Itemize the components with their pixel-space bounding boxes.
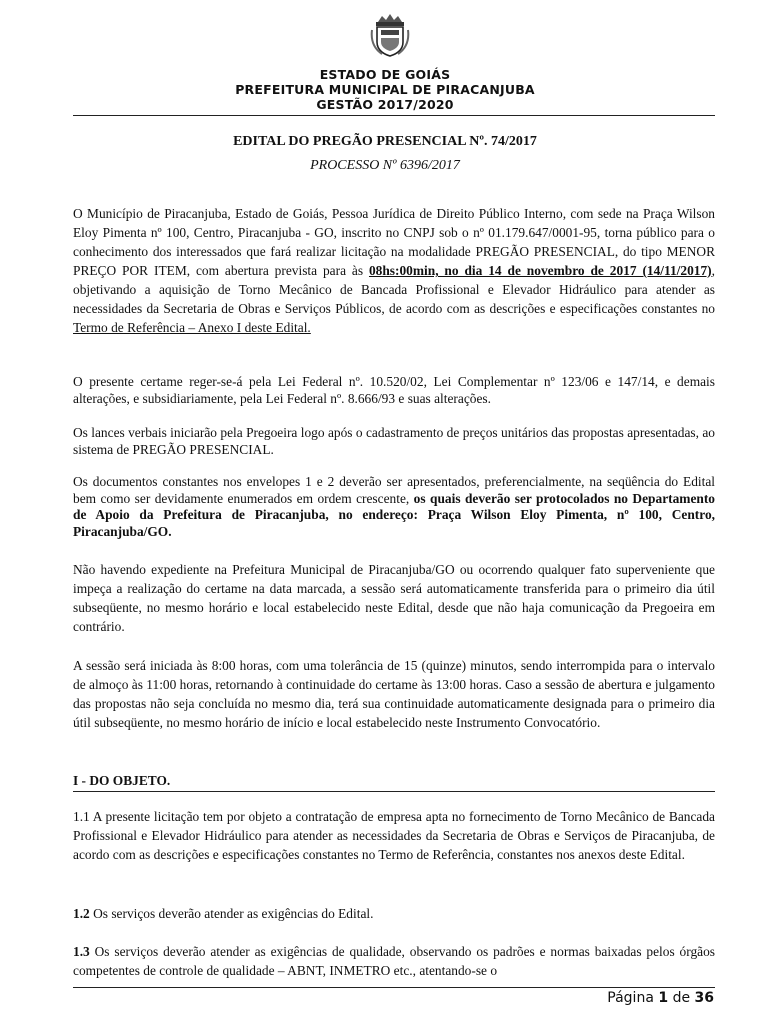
session-paragraph: A sessão será iniciada às 8:00 horas, com uma tolerância de 15 (quinze) minutos, sendo interrompida para o intervalo de almoço às 11:00 horas, retornando à continuidade do certame às 13:00 horas. Caso a sessão de abertura e julgamento das propostas não seja concluída no mesmo dia, terá sua continuidade automaticamente designada para o primeiro dia útil subseqüente, no mesmo horário de início e local estabelecido neste Instrumento Convocatório. [73,658,715,730]
page-counter [607,990,714,1006]
intro-text: O Município de Piracanjuba, Estado de Goiás, Pessoa Jurídica de Direito Público Interno, com sede na Praça Wilson Eloy Pimenta nº 100, Centro, Piracanjuba - GO, inscrito no CNPJ sob o nº 01.179.647/0001-95, torna público para o conhecimento dos interessados que fará realizar licitação na modalidade PREGÃO PRESENCIAL, do tipo MENOR PREÇO POR ITEM, com abertura prevista para às [73,206,715,278]
item-1-2 [73,904,715,923]
item-1-1: 1.1 A presente licitação tem por objeto a contratação de empresa apta no fornecimento de Torno Mecânico de Bancada Profissional e Elevador Hidráulico para atender as necessidades da Secretaria de Obras e Serviços de Piracanjuba, de acordo com as descrições e especificações constantes no Termo de Referência, constantes nos anexos deste Edital. [73,809,715,862]
page-word: Página [607,990,654,1006]
header-state: ESTADO DE GOIÁS [319,67,451,82]
item-1-2-text: Os serviços deverão atender as exigências do Edital. [89,906,374,921]
page-number: 1 [658,990,669,1006]
edital-title: EDITAL DO PREGÃO PRESENCIAL Nº. 74/2017 [233,134,537,149]
section-divider [73,791,715,792]
intro-text-continued: , objetivando a aquisição de Torno Mecânico de Bancada Profissional e Elevador Hidráulico para atender as necessidades da Secretaria de Obras e Serviços Públicos, de acordo com as descrições e especificações constantes no [73,263,715,316]
processo-number: PROCESSO Nº 6396/2017 [310,158,460,173]
municipal-coat-of-arms-icon [370,12,410,58]
no-business-paragraph: Não havendo expediente na Prefeitura Municipal de Piracanjuba/GO ou ocorrendo qualquer fato superveniente que impeça a realização do certame na data marcada, a sessão será automaticamente transferida para o primeiro dia útil subseqüente, no mesmo horário e local estabelecido neste Edital, desde que não haja comunicação da Pregoeira em contrário. [73,562,715,634]
documents-paragraph [73,474,715,540]
verbal-bids-paragraph: Os lances verbais iniciarão pela Pregoeira logo após o cadastramento de preços unitários das propostas apresentadas, ao sistema de PREGÃO PRESENCIAL. [73,425,715,457]
documents-text: Os documentos constantes nos envelopes 1 e 2 deverão ser apresentados, preferencialmente, na seqüência do Edital bem como ser devidamente enumerados em ordem crescente, [73,474,715,506]
item-1-3-text: Os serviços deverão atender as exigências de qualidade, observando os padrões e normas baixadas pelos órgãos competentes de controle de qualidade – ABNT, INMETRO etc., atentando-se o [73,944,715,978]
section-heading-object: I - DO OBJETO. [73,773,171,788]
intro-paragraph [73,204,715,337]
opening-date: 08hs:00min, no dia 14 de novembro de 2017 (14/11/2017) [368,263,712,278]
term-of-reference-link: Termo de Referência – Anexo I deste Edital. [73,320,311,335]
header-divider [73,115,715,116]
item-1-3-number: 1.3 [73,944,90,959]
footer-divider [73,987,715,988]
item-1-2-number: 1.2 [73,906,90,921]
legal-basis-paragraph: O presente certame reger-se-á pela Lei Federal nº. 10.520/02, Lei Complementar nº 123/06 e 147/14, e demais alterações, e subsidiariamente, pela Lei Federal nº. 8.666/93 e suas alterações. [73,374,715,406]
header-prefecture: PREFEITURA MUNICIPAL DE PIRACANJUBA [235,82,535,97]
of-word: de [672,990,691,1006]
protocol-address: os quais deverão ser protocolados no Departamento de Apoio da Prefeitura de Piracanjuba, no endereço: Praça Wilson Eloy Pimenta, nº 100, Centro, Piracanjuba/GO. [73,490,715,539]
header-term: GESTÃO 2017/2020 [316,97,454,112]
item-1-3 [73,942,715,980]
page-total: 36 [694,990,714,1006]
